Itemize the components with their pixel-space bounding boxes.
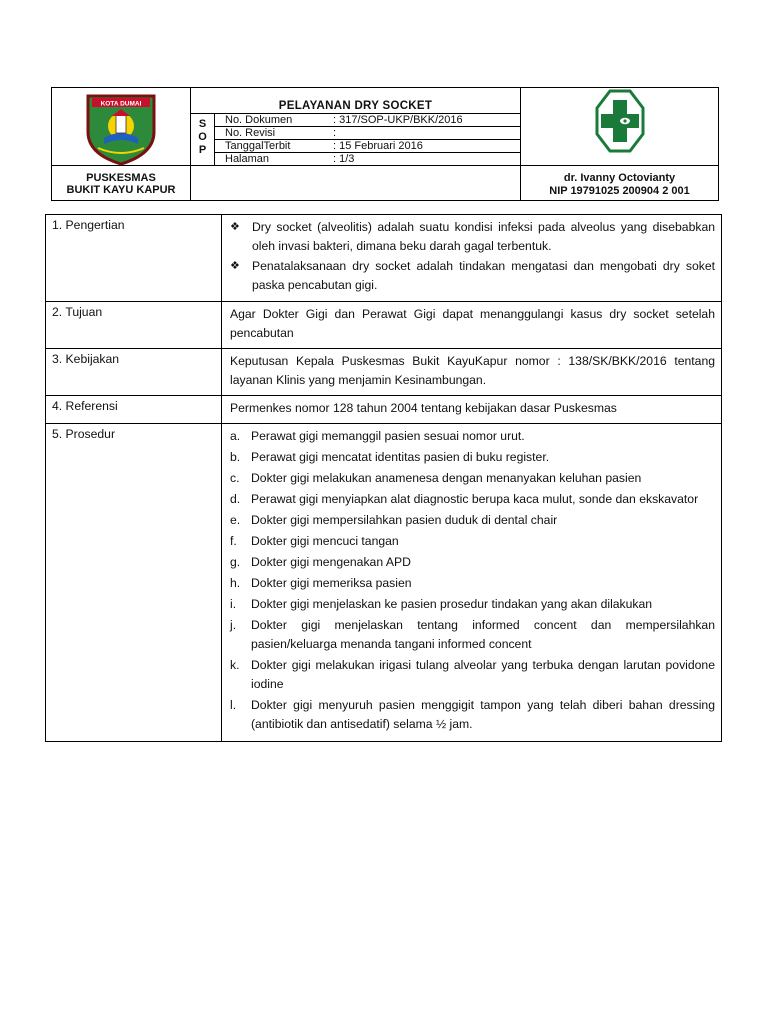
procedure-step	[230, 574, 715, 593]
row-label: 2. Tujuan	[46, 302, 222, 349]
kota-dumai-emblem-icon	[52, 88, 191, 166]
step-marker: a.	[230, 429, 241, 443]
diamond-bullet-icon: ❖	[230, 221, 240, 233]
info-value: : 15 Februari 2016	[333, 140, 423, 152]
row-pengertian	[46, 215, 722, 302]
puskesmas-logo-cell	[520, 88, 718, 166]
document-info	[215, 114, 520, 166]
pengertian-text: Dry socket (alveolitis) adalah suatu kondisi infeksi pada alveolus yang disebabkan oleh invasi bakteri, dimana beku darah gagal terbentuk.	[252, 220, 715, 253]
row-content: Agar Dokter Gigi dan Perawat Gigi dapat menanggulangi kasus dry socket setelah pencabutan	[222, 302, 722, 349]
step-text: Dokter gigi menjelaskan tentang informed concent dan mempersilahkan pasien/keluarga menanda tangani informed concent	[251, 618, 715, 651]
row-label: 4. Referensi	[46, 396, 222, 424]
info-key: No. Revisi	[225, 127, 276, 139]
step-text: Dokter gigi melakukan irigasi tulang alveolar yang terbuka dengan larutan povidone iodine	[251, 658, 715, 691]
row-label: 5. Prosedur	[46, 424, 222, 742]
step-text: Dokter gigi menjelaskan ke pasien prosedur tindakan yang akan dilakukan	[251, 597, 653, 611]
step-marker: e.	[230, 513, 241, 527]
step-text: Dokter gigi mencuci tangan	[251, 534, 399, 548]
sop-letter-s: S	[198, 118, 207, 130]
signer-name: dr. Ivanny Octovianty	[563, 172, 676, 184]
row-referensi	[46, 396, 722, 424]
row-content	[222, 215, 722, 302]
row-content: Keputusan Kepala Puskesmas Bukit KayuKapur nomor : 138/SK/BKK/2016 tentang layanan Klinis yang menjamin Kesinambungan.	[222, 349, 722, 396]
kota-dumai-logo-cell	[52, 88, 191, 166]
svg-text:KOTA DUMAI: KOTA DUMAI	[100, 100, 142, 108]
row-content: Permenkes nomor 128 tahun 2004 tentang kebijakan dasar Puskesmas	[222, 396, 722, 424]
procedure-step	[230, 448, 715, 467]
procedure-step	[230, 616, 715, 654]
procedure-step	[230, 532, 715, 551]
pengertian-text: Penatalaksanaan dry socket adalah tindakan mengatasi dan mengobati dry soket paska pencabutan gigi.	[252, 259, 715, 292]
sop-label	[191, 114, 215, 166]
info-key: Halaman	[225, 153, 270, 165]
pengertian-item	[230, 257, 715, 295]
step-marker: c.	[230, 471, 240, 485]
info-row-tanggal-terbit	[215, 140, 520, 153]
signer-info	[520, 166, 718, 201]
info-key: TanggalTerbit	[225, 140, 291, 152]
signer-nip: NIP 19791025 200904 2 001	[549, 185, 690, 197]
info-value: : 317/SOP-UKP/BKK/2016	[333, 114, 463, 126]
diamond-bullet-icon: ❖	[230, 260, 240, 272]
step-text: Perawat gigi mencatat identitas pasien di buku register.	[251, 450, 550, 464]
step-marker: d.	[230, 492, 241, 506]
step-marker: l.	[230, 698, 237, 712]
row-tujuan	[46, 302, 722, 349]
step-marker: h.	[230, 576, 241, 590]
info-value: :	[333, 127, 337, 139]
puskesmas-cross-logo-icon	[521, 88, 719, 166]
info-row-no-dokumen	[215, 114, 520, 127]
procedure-step	[230, 427, 715, 446]
step-text: Dokter gigi memeriksa pasien	[251, 576, 412, 590]
procedure-step	[230, 511, 715, 530]
sop-letter-o: O	[198, 131, 207, 143]
document-title: PELAYANAN DRY SOCKET	[191, 88, 520, 114]
procedure-step	[230, 595, 715, 614]
procedure-step	[230, 490, 715, 509]
row-content	[222, 424, 722, 742]
row-prosedur	[46, 424, 722, 742]
step-marker: g.	[230, 555, 241, 569]
procedure-step	[230, 469, 715, 488]
step-marker: i.	[230, 597, 237, 611]
step-text: Dokter gigi menyuruh pasien menggigit tampon yang telah diberi bahan dressing (antibiotik dan antisedatif) selama ½ jam.	[251, 698, 715, 731]
procedure-step	[230, 656, 715, 694]
row-label: 3. Kebijakan	[46, 349, 222, 396]
institution-name	[52, 166, 191, 201]
step-marker: k.	[230, 658, 240, 672]
institution-line2: BUKIT KAYU KAPUR	[66, 184, 176, 196]
info-row-no-revisi	[215, 127, 520, 140]
procedure-step	[230, 696, 715, 734]
header-blank-cell	[191, 166, 520, 201]
info-row-halaman	[215, 153, 520, 166]
step-marker: f.	[230, 534, 237, 548]
step-text: Dokter gigi mengenakan APD	[251, 555, 411, 569]
row-label: 1. Pengertian	[46, 215, 222, 302]
procedure-step	[230, 553, 715, 572]
sop-content-table	[45, 214, 722, 742]
step-marker: j.	[230, 618, 237, 632]
step-text: Perawat gigi memanggil pasien sesuai nomor urut.	[251, 429, 525, 443]
pengertian-item	[230, 218, 715, 256]
sop-letter-p: P	[198, 144, 207, 156]
step-text: Dokter gigi melakukan anamenesa dengan menanyakan keluhan pasien	[251, 471, 642, 485]
document-header	[51, 87, 719, 201]
info-value: : 1/3	[333, 153, 355, 165]
info-key: No. Dokumen	[225, 114, 293, 126]
step-text: Perawat gigi menyiapkan alat diagnostic berupa kaca mulut, sonde dan ekskavator	[251, 492, 699, 506]
step-marker: b.	[230, 450, 241, 464]
institution-line1: PUSKESMAS	[86, 172, 156, 184]
row-kebijakan	[46, 349, 722, 396]
step-text: Dokter gigi mempersilahkan pasien duduk di dental chair	[251, 513, 558, 527]
